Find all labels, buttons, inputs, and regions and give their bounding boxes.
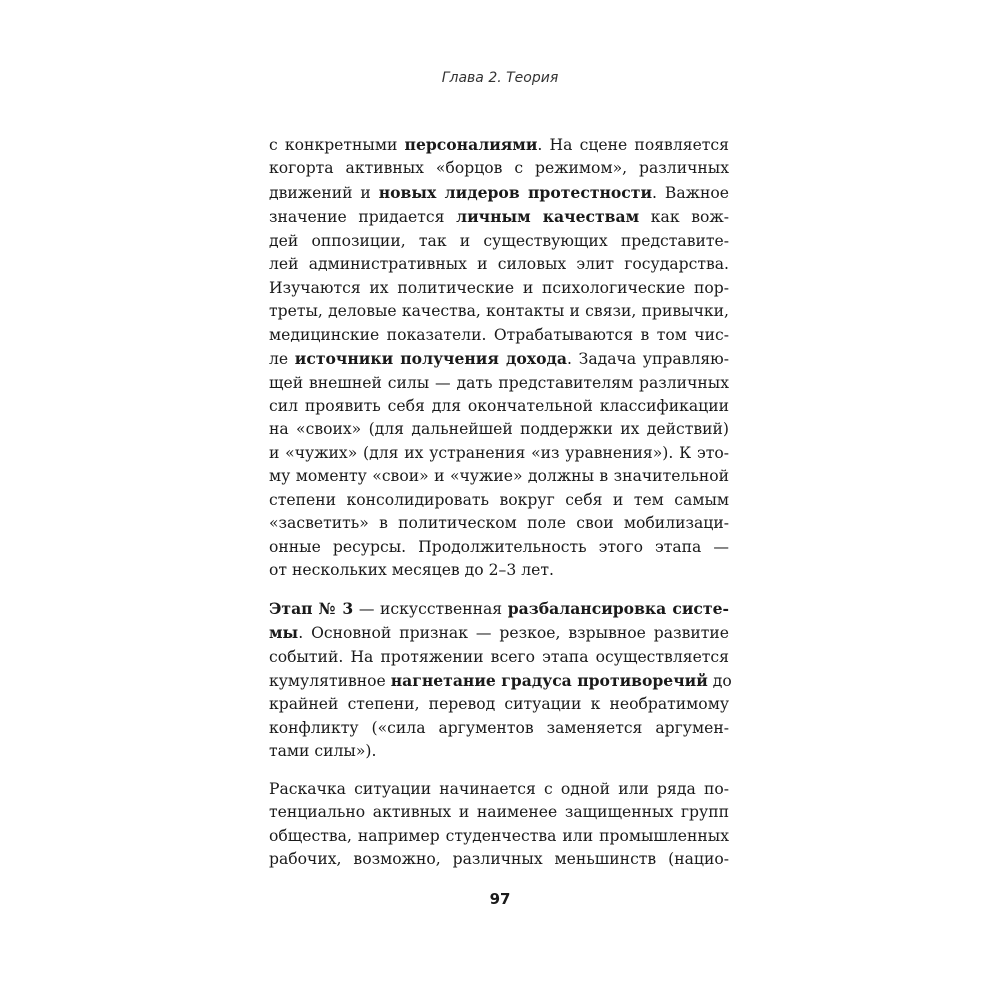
text-line: [269, 157, 729, 180]
text-run: — искусственная: [353, 599, 508, 618]
text-line: [269, 347, 729, 371]
text-run: от нескольких месяцев до 2–3 лет.: [269, 561, 554, 580]
text-line: [269, 230, 729, 253]
bold-text: разбалансировка систе-: [507, 598, 729, 618]
text-run: . На сцене появляется: [537, 136, 729, 154]
text-run: степени консолидировать вокруг себя и тем самым: [269, 490, 729, 509]
text-run: крайней степени, перевод ситуации к необратимому: [269, 695, 729, 714]
text-line: [269, 205, 729, 229]
paragraph: [269, 778, 729, 872]
text-run: Изучаются их политические и психологические пор-: [269, 278, 729, 297]
text-run: и «чужих» (для их устранения «из уравнения»). К это-: [269, 443, 729, 462]
text-run: на «своих» (для дальнейшей поддержки их действий): [269, 420, 729, 439]
text-run: Раскачка ситуации начинается с одной или ряда по-: [269, 779, 729, 798]
bold-text: нагнетание градуса противоречий: [390, 670, 708, 690]
text-line: [269, 253, 729, 276]
paragraph: [269, 597, 732, 764]
text-line: [269, 489, 729, 512]
text-line: [269, 418, 729, 441]
text-run: . Задача управляю-: [567, 350, 730, 369]
text-run: значение придается: [269, 208, 457, 227]
paragraph: [269, 133, 729, 583]
text-run: тами силы»).: [269, 742, 377, 761]
text-line: [269, 465, 729, 488]
text-line: [269, 300, 729, 323]
body-text: [269, 133, 732, 872]
text-run: дей оппозиции, так и существующих представите-: [269, 231, 729, 250]
text-run: тенциально активных и наименее защищенных групп: [269, 803, 729, 822]
text-run: с конкретными: [269, 136, 405, 154]
text-run: ле: [269, 350, 295, 369]
text-run: конфликту («сила аргументов заменяется аргумен-: [269, 718, 729, 737]
text-line: [269, 778, 729, 801]
text-line: [269, 825, 729, 848]
page-number: 97: [489, 890, 511, 908]
text-run: . Основной признак — резкое, взрывное развитие: [298, 624, 729, 643]
text-run: общества, например студенчества или промышленных: [269, 826, 729, 845]
text-line: [269, 324, 729, 347]
text-line: [269, 133, 729, 157]
running-head: Глава 2. Теория: [441, 70, 559, 86]
bold-text: мы: [269, 623, 299, 643]
bold-text: новых лидеров протестности: [378, 182, 653, 202]
text-run: онные ресурсы. Продолжительность этого этапа —: [269, 537, 729, 556]
text-line: [269, 717, 729, 740]
text-run: сил проявить себя для окончательной классификации: [269, 396, 729, 415]
text-run: когорта активных «борцов с режимом», различных: [269, 159, 729, 178]
text-line: [269, 621, 729, 645]
bold-text: личным качествам: [456, 207, 640, 227]
text-run: му моменту «свои» и «чужие» должны в значительной: [269, 467, 729, 486]
text-run: до: [707, 671, 732, 690]
text-run: лей административных и силовых элит государства.: [269, 255, 729, 274]
text-line: [269, 181, 729, 205]
text-line: [269, 693, 729, 716]
text-run: «засветить» в политическом поле свои мобилизаци-: [269, 514, 729, 533]
text-line: [269, 372, 729, 395]
text-run: рабочих, возможно, различных меньшинств (нацио-: [269, 850, 729, 869]
text-run: движений и: [269, 183, 379, 202]
text-run: событий. На протяжении всего этапа осуществляется: [269, 647, 729, 666]
text-line: [269, 559, 729, 582]
text-line: [269, 395, 729, 418]
text-run: кумулятивное: [269, 671, 391, 690]
bold-text: персоналиями: [404, 135, 538, 154]
text-line: [269, 740, 729, 763]
text-run: медицинские показатели. Отрабатываются в том чис-: [269, 325, 729, 344]
text-run: щей внешней силы — дать представителям различных: [269, 373, 729, 392]
text-run: . Важное: [652, 183, 729, 202]
text-line: [269, 801, 729, 824]
text-run: как вож-: [639, 208, 730, 227]
text-line: [269, 848, 729, 871]
text-line: [269, 646, 729, 669]
text-line: [269, 669, 732, 693]
text-line: [269, 512, 729, 535]
bold-text: источники получения дохода: [294, 349, 568, 369]
bold-text: Этап № 3: [269, 598, 354, 618]
text-line: [269, 536, 729, 559]
text-line: [269, 277, 729, 300]
text-run: треты, деловые качества, контакты и связи, привычки,: [269, 302, 729, 321]
text-line: [269, 597, 729, 621]
text-line: [269, 442, 729, 465]
